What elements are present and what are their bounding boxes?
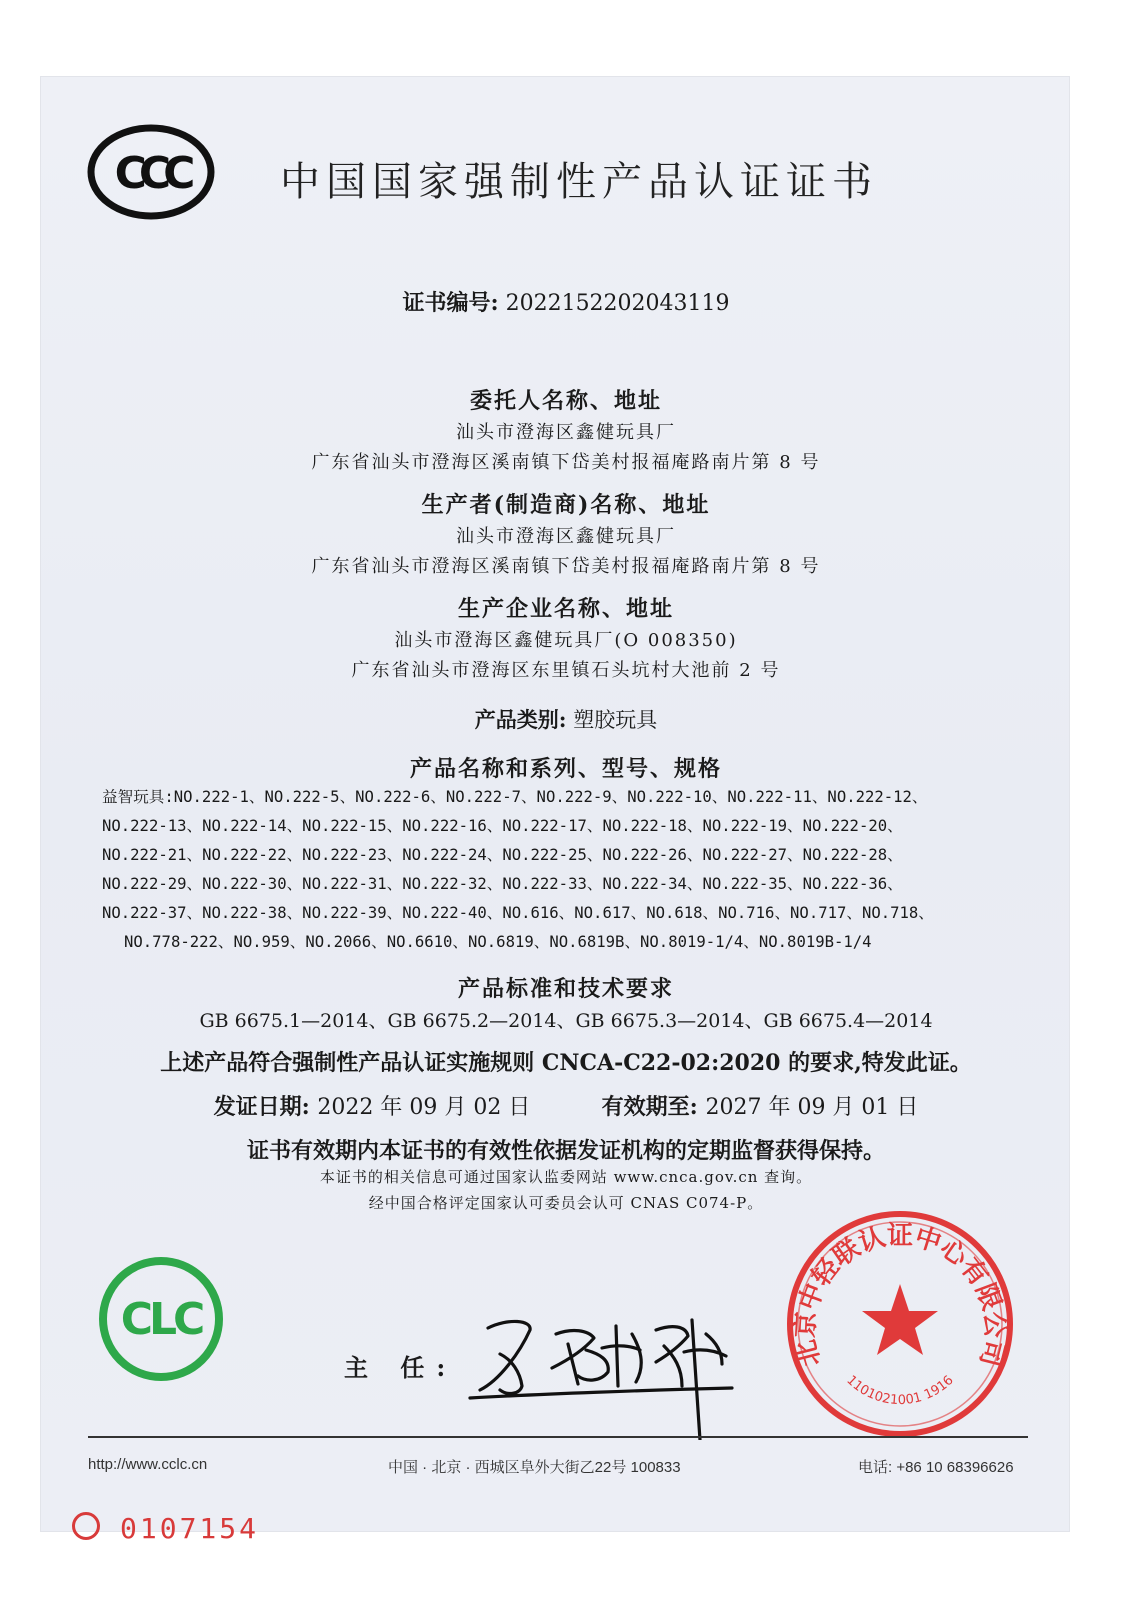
director-signature bbox=[460, 1290, 750, 1440]
svg-text:CCC: CCC bbox=[114, 148, 188, 199]
serial-number-value: 0107154 bbox=[120, 1512, 260, 1545]
footer-address: 中国 · 北京 · 西城区阜外大街乙22号 100833 bbox=[388, 1459, 681, 1476]
manufacturer-address: 广东省汕头市澄海区溪南镇下岱美村报福庵路南片第 8 号 bbox=[311, 556, 821, 577]
info-note: 本证书的相关信息可通过国家认监委网站 www.cnca.gov.cn 查询。 bbox=[319, 1168, 813, 1186]
company-seal-icon bbox=[782, 1206, 1018, 1442]
product-category-value: 塑胶玩具 bbox=[573, 708, 658, 732]
models-line: 益智玩具:NO.222-1、NO.222-5、NO.222-6、NO.222-7、NO.222-9、NO.222-10、NO.222-11、NO.222-12、 bbox=[102, 788, 928, 806]
issue-date-value: 2022 年 09 月 02 日 bbox=[317, 1095, 531, 1120]
models-line: NO.778-222、NO.959、NO.2066、NO.6610、NO.6819、NO.6819B、NO.8019-1/4、NO.8019B-1/4 bbox=[124, 933, 872, 951]
standards-value: GB 6675.1—2014、GB 6675.2—2014、GB 6675.3—2014、GB 6675.4—2014 bbox=[199, 1010, 933, 1032]
certificate-number-label: 证书编号: bbox=[402, 290, 499, 316]
models-list bbox=[102, 783, 1022, 957]
seal-text: 北京中轻联认证中心有限公司 bbox=[790, 1221, 1010, 1370]
factory-address: 广东省汕头市澄海区东里镇石头坑村大池前 2 号 bbox=[351, 660, 781, 681]
clc-logo-icon bbox=[96, 1254, 226, 1384]
svg-text:CLC: CLC bbox=[120, 1294, 202, 1345]
svg-text:1101021001 1916 bbox=[843, 1373, 956, 1408]
footer-website[interactable]: http://www.cclc.cn bbox=[88, 1456, 208, 1473]
footer-phone: 电话: +86 10 68396626 bbox=[858, 1459, 1014, 1476]
expiry-date-value: 2027 年 09 月 01 日 bbox=[705, 1095, 919, 1120]
expiry-date-label: 有效期至: bbox=[601, 1094, 698, 1120]
models-line: NO.222-29、NO.222-30、NO.222-31、NO.222-32、NO.222-33、NO.222-34、NO.222-35、NO.222-36、 bbox=[102, 875, 903, 893]
issue-date-label: 发证日期: bbox=[213, 1094, 310, 1120]
standards-heading: 产品标准和技术要求 bbox=[457, 976, 674, 1002]
models-line: NO.222-21、NO.222-22、NO.222-23、NO.222-24、NO.222-25、NO.222-26、NO.222-27、NO.222-28、 bbox=[102, 846, 903, 864]
certificate-number-value: 2022152202043119 bbox=[505, 291, 730, 316]
product-category bbox=[60, 704, 1072, 734]
manufacturer-name: 汕头市澄海区鑫健玩具厂 bbox=[456, 526, 676, 547]
serial-number bbox=[72, 1512, 259, 1545]
footer-divider bbox=[88, 1436, 1028, 1438]
applicant-heading: 委托人名称、地址 bbox=[469, 388, 662, 414]
models-line: NO.222-37、NO.222-38、NO.222-39、NO.222-40、NO.616、NO.617、NO.618、NO.716、NO.717、NO.718、 bbox=[102, 904, 934, 922]
seal-number: 1101021001 1916 bbox=[843, 1372, 957, 1409]
factory-name: 汕头市澄海区鑫健玩具厂(O 008350) bbox=[394, 630, 738, 651]
cnas-note: 经中国合格评定国家认可委员会认可 CNAS C074-P。 bbox=[368, 1194, 764, 1212]
certificate-number bbox=[60, 286, 1072, 317]
validity-dates bbox=[60, 1090, 1072, 1121]
factory-heading: 生产企业名称、地址 bbox=[457, 596, 674, 622]
models-heading: 产品名称和系列、型号、规格 bbox=[409, 756, 722, 782]
ccc-mark-icon bbox=[86, 122, 216, 222]
manufacturer-heading: 生产者(制造商)名称、地址 bbox=[421, 492, 711, 518]
validity-note: 证书有效期内本证书的有效性依据发证机构的定期监督获得保持。 bbox=[246, 1138, 885, 1164]
applicant-address: 广东省汕头市澄海区溪南镇下岱美村报福庵路南片第 8 号 bbox=[311, 452, 821, 473]
director-label: 主 任: bbox=[344, 1353, 458, 1382]
certificate-title: 中国国家强制性产品认证证书 bbox=[280, 159, 878, 205]
applicant-name: 汕头市澄海区鑫健玩具厂 bbox=[456, 422, 676, 443]
product-category-label: 产品类别: bbox=[474, 707, 567, 732]
serial-ring-icon bbox=[72, 1512, 100, 1540]
models-line: NO.222-13、NO.222-14、NO.222-15、NO.222-16、NO.222-17、NO.222-18、NO.222-19、NO.222-20、 bbox=[102, 817, 903, 835]
compliance-statement: 上述产品符合强制性产品认证实施规则 CNCA-C22-02:2020 的要求,特发此证。 bbox=[160, 1050, 972, 1076]
